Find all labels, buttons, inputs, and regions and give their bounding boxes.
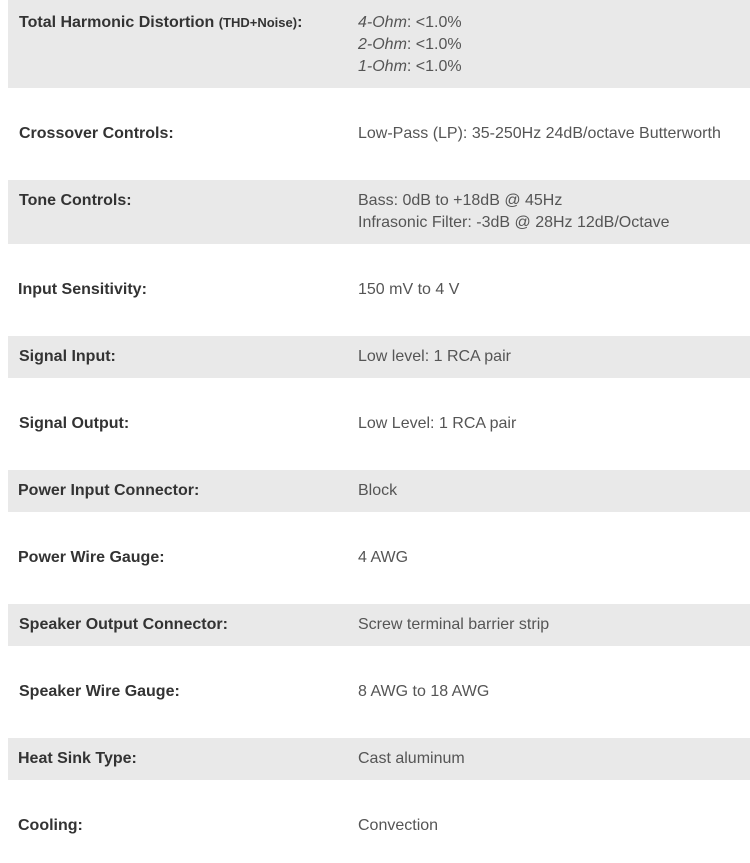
spec-label (19, 14, 302, 32)
spec-label: Speaker Output Connector: (19, 616, 228, 633)
spec-value (358, 480, 397, 502)
spec-row-tone (8, 180, 750, 244)
spec-value-line: Screw terminal barrier strip (358, 616, 550, 633)
spec-value (358, 815, 438, 837)
spec-label: Tone Controls: (19, 192, 132, 209)
spec-value-line: Low-Pass (LP): 35-250Hz 24dB/octave Butterworth (358, 125, 721, 142)
spec-row-thd (8, 0, 750, 88)
spec-value (358, 123, 721, 145)
spec-label-text: Total Harmonic Distortion (19, 14, 215, 31)
spec-value (358, 279, 459, 301)
spec-value-line: Convection (358, 817, 439, 834)
spec-value (358, 547, 408, 569)
spec-value-line: Low Level: 1 RCA pair (358, 415, 517, 432)
spec-row-crossover (8, 88, 750, 180)
spec-table (8, 0, 750, 860)
spec-value (358, 614, 549, 636)
spec-value-line: 4 AWG (358, 549, 409, 566)
spec-label-colon: : (297, 14, 303, 31)
spec-value-line (358, 12, 462, 34)
spec-label: Power Wire Gauge: (18, 549, 165, 566)
spec-label: Speaker Wire Gauge: (19, 683, 180, 700)
spec-value (358, 748, 465, 770)
spec-value-line: Cast aluminum (358, 750, 465, 767)
spec-label: Input Sensitivity: (18, 281, 147, 298)
spec-value-line: Block (358, 482, 398, 499)
spec-value-line: 8 AWG to 18 AWG (358, 683, 490, 700)
ohm-prefix: 4-Ohm (358, 14, 407, 31)
spec-row-heat-sink (8, 738, 750, 780)
ohm-prefix: 2-Ohm (358, 36, 407, 53)
spec-row-signal-input (8, 336, 750, 378)
spec-label: Power Input Connector: (18, 482, 200, 499)
spec-value (358, 190, 669, 234)
ohm-prefix: 1-Ohm (358, 58, 407, 75)
spec-label: Signal Output: (19, 415, 130, 432)
spec-value-line: 150 mV to 4 V (358, 281, 460, 298)
spec-row-speaker-output (8, 604, 750, 646)
spec-value-line (358, 34, 462, 56)
spec-value-text: : <1.0% (406, 14, 462, 31)
spec-label: Signal Input: (19, 348, 116, 365)
spec-row-power-wire (8, 512, 750, 604)
spec-value-line: Low level: 1 RCA pair (358, 348, 511, 365)
spec-row-cooling (8, 780, 750, 860)
spec-label: Heat Sink Type: (18, 750, 137, 767)
spec-value (358, 681, 489, 703)
spec-label-suffix: (THD+Noise) (218, 15, 298, 30)
spec-value-line: Bass: 0dB to +18dB @ 45Hz (358, 192, 563, 209)
spec-value (358, 413, 516, 435)
spec-label: Crossover Controls: (19, 125, 174, 142)
spec-value (358, 346, 511, 368)
spec-row-power-input (8, 470, 750, 512)
spec-value-text: : <1.0% (406, 36, 462, 53)
spec-value (358, 12, 462, 78)
spec-label: Cooling: (18, 817, 83, 834)
spec-row-signal-output (8, 378, 750, 470)
spec-value-line (358, 56, 462, 78)
spec-value-line: Infrasonic Filter: -3dB @ 28Hz 12dB/Octave (358, 214, 670, 231)
spec-value-text: : <1.0% (406, 58, 462, 75)
spec-row-speaker-wire (8, 646, 750, 738)
spec-row-input-sensitivity (8, 244, 750, 336)
